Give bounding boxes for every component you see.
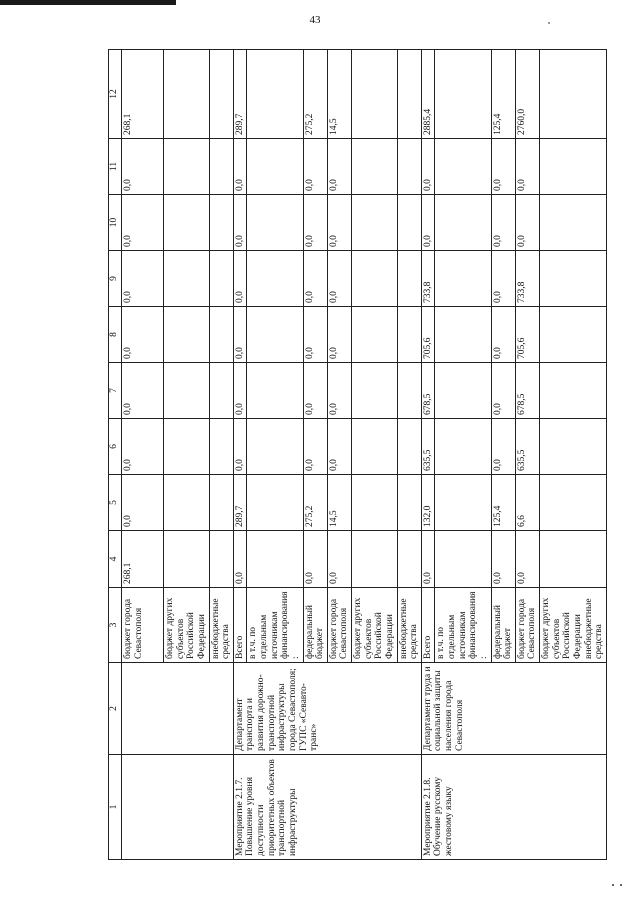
value-cell: 0,0 bbox=[233, 531, 247, 588]
value-cell: 275,2 bbox=[303, 475, 327, 531]
value-cell: 0,0 bbox=[515, 531, 539, 588]
scan-edge-bar bbox=[0, 0, 176, 5]
value-cell: 2885,4 bbox=[421, 50, 435, 139]
value-cell: 0,0 bbox=[122, 195, 164, 251]
value-cell: 0,0 bbox=[327, 531, 351, 588]
measure-cell-empty bbox=[122, 755, 234, 860]
measure-title: Мероприятие 2.1.8. Обучение русскому жестовому языку bbox=[421, 755, 606, 860]
value-cell: 0,0 bbox=[303, 307, 327, 363]
executor-name: Департамент труда и социальной защиты населения города Севастополя bbox=[421, 663, 606, 755]
value-cell: 0,0 bbox=[303, 419, 327, 475]
value-cell: 289,7 bbox=[233, 50, 247, 139]
value-cell: 0,0 bbox=[122, 475, 164, 531]
value-cell: 0,0 bbox=[303, 251, 327, 307]
source-label: федеральный бюджет bbox=[491, 588, 515, 663]
source-label: в т.ч. по отдельным источникам финансирования: bbox=[435, 588, 491, 663]
source-label: Всего bbox=[233, 588, 247, 663]
table-viewport bbox=[108, 50, 605, 860]
value-cell: 635,5 bbox=[515, 419, 539, 475]
value-cell: 132,0 bbox=[421, 475, 435, 531]
funding-table bbox=[108, 49, 607, 860]
scan-speck bbox=[620, 884, 622, 886]
column-number: 11 bbox=[109, 139, 122, 195]
value-cell: 0,0 bbox=[303, 139, 327, 195]
header-row bbox=[109, 50, 122, 860]
value-cell: 0,0 bbox=[233, 363, 247, 419]
value-cell: 289,7 bbox=[233, 475, 247, 531]
value-cell: 6,6 bbox=[515, 475, 539, 531]
table-row bbox=[233, 50, 247, 860]
value-cell: 0,0 bbox=[515, 195, 539, 251]
value-cell: 0,0 bbox=[327, 307, 351, 363]
value-cell: 0,0 bbox=[233, 251, 247, 307]
value-cell: 0,0 bbox=[421, 531, 435, 588]
column-number: 9 bbox=[109, 251, 122, 307]
column-number: 4 bbox=[109, 531, 122, 588]
table-row bbox=[421, 50, 435, 860]
scan-speck bbox=[548, 22, 550, 24]
value-cell: 0,0 bbox=[233, 139, 247, 195]
column-number: 8 bbox=[109, 307, 122, 363]
column-number: 7 bbox=[109, 363, 122, 419]
scan-speck bbox=[612, 884, 614, 886]
value-cell: 0,0 bbox=[122, 419, 164, 475]
value-cell: 0,0 bbox=[515, 139, 539, 195]
value-cell: 0,0 bbox=[303, 363, 327, 419]
value-cell: 0,0 bbox=[233, 195, 247, 251]
value-cell: 705,6 bbox=[421, 307, 435, 363]
value-cell: 678,5 bbox=[515, 363, 539, 419]
value-cell: 0,0 bbox=[327, 363, 351, 419]
value-cell: 14,5 bbox=[327, 475, 351, 531]
column-number: 10 bbox=[109, 195, 122, 251]
column-number: 1 bbox=[109, 755, 122, 860]
source-label: бюджет города Севастополя bbox=[122, 588, 164, 663]
value-cell: 0,0 bbox=[491, 363, 515, 419]
value-cell: 705,6 bbox=[515, 307, 539, 363]
value-cell: 0,0 bbox=[122, 139, 164, 195]
value-cell: 2760,0 bbox=[515, 50, 539, 139]
value-cell: 0,0 bbox=[303, 195, 327, 251]
value-cell: 0,0 bbox=[421, 195, 435, 251]
value-cell: 0,0 bbox=[327, 251, 351, 307]
value-cell: 0,0 bbox=[491, 531, 515, 588]
value-cell: 0,0 bbox=[327, 419, 351, 475]
value-cell: 733,8 bbox=[515, 251, 539, 307]
executor-cell-empty bbox=[122, 663, 234, 755]
column-number: 12 bbox=[109, 50, 122, 139]
value-cell: 0,0 bbox=[491, 251, 515, 307]
value-cell: 0,0 bbox=[327, 139, 351, 195]
column-number: 5 bbox=[109, 475, 122, 531]
value-cell: 0,0 bbox=[303, 531, 327, 588]
value-cell: 275,2 bbox=[303, 50, 327, 139]
value-cell: 0,0 bbox=[233, 419, 247, 475]
value-cell: 0,0 bbox=[327, 195, 351, 251]
source-label: в т.ч. по отдельным источникам финансирования: bbox=[247, 588, 303, 663]
value-cell: 678,5 bbox=[421, 363, 435, 419]
value-cell: 0,0 bbox=[233, 307, 247, 363]
source-label: внебюджетные средства bbox=[209, 588, 233, 663]
source-label: бюджет других субъектов Российской Федерации bbox=[164, 588, 210, 663]
value-cell: 0,0 bbox=[122, 363, 164, 419]
value-cell: 635,5 bbox=[421, 419, 435, 475]
value-cell: 14,5 bbox=[327, 50, 351, 139]
source-label: Всего bbox=[421, 588, 435, 663]
rotated-table-container bbox=[108, 50, 605, 860]
source-label: бюджет других субъектов Российской Федерации внебюджетные средства bbox=[540, 588, 607, 663]
value-cell: 0,0 bbox=[122, 251, 164, 307]
value-cell: 0,0 bbox=[491, 139, 515, 195]
value-cell: 268,1 bbox=[122, 531, 164, 588]
column-number: 2 bbox=[109, 663, 122, 755]
column-number: 3 bbox=[109, 588, 122, 663]
value-cell: 268,1 bbox=[122, 50, 164, 139]
source-label: бюджет города Севастополя bbox=[515, 588, 539, 663]
value-cell: 0,0 bbox=[491, 195, 515, 251]
value-cell: 733,8 bbox=[421, 251, 435, 307]
value-cell: 125,4 bbox=[491, 475, 515, 531]
value-cell: 0,0 bbox=[122, 307, 164, 363]
source-label: бюджет других субъектов Российской Федерации bbox=[352, 588, 398, 663]
executor-name: Департамент транспорта и развития дорожно-транспортной инфраструктуры города Севастополя; ГУПС «Севавто-транс» bbox=[233, 663, 421, 755]
source-label: внебюджетные средства bbox=[397, 588, 421, 663]
source-label: федеральный бюджет bbox=[303, 588, 327, 663]
table-row bbox=[122, 50, 164, 860]
value-cell: 0,0 bbox=[421, 139, 435, 195]
measure-title: Мероприятие 2.1.7. Повышение уровня доступности приоритетных объектов транспортной инфраструктуры bbox=[233, 755, 421, 860]
value-cell: 0,0 bbox=[491, 307, 515, 363]
page-number: 43 bbox=[309, 14, 321, 26]
source-label: бюджет города Севастополя bbox=[327, 588, 351, 663]
value-cell: 0,0 bbox=[491, 419, 515, 475]
column-number: 6 bbox=[109, 419, 122, 475]
value-cell: 125,4 bbox=[491, 50, 515, 139]
